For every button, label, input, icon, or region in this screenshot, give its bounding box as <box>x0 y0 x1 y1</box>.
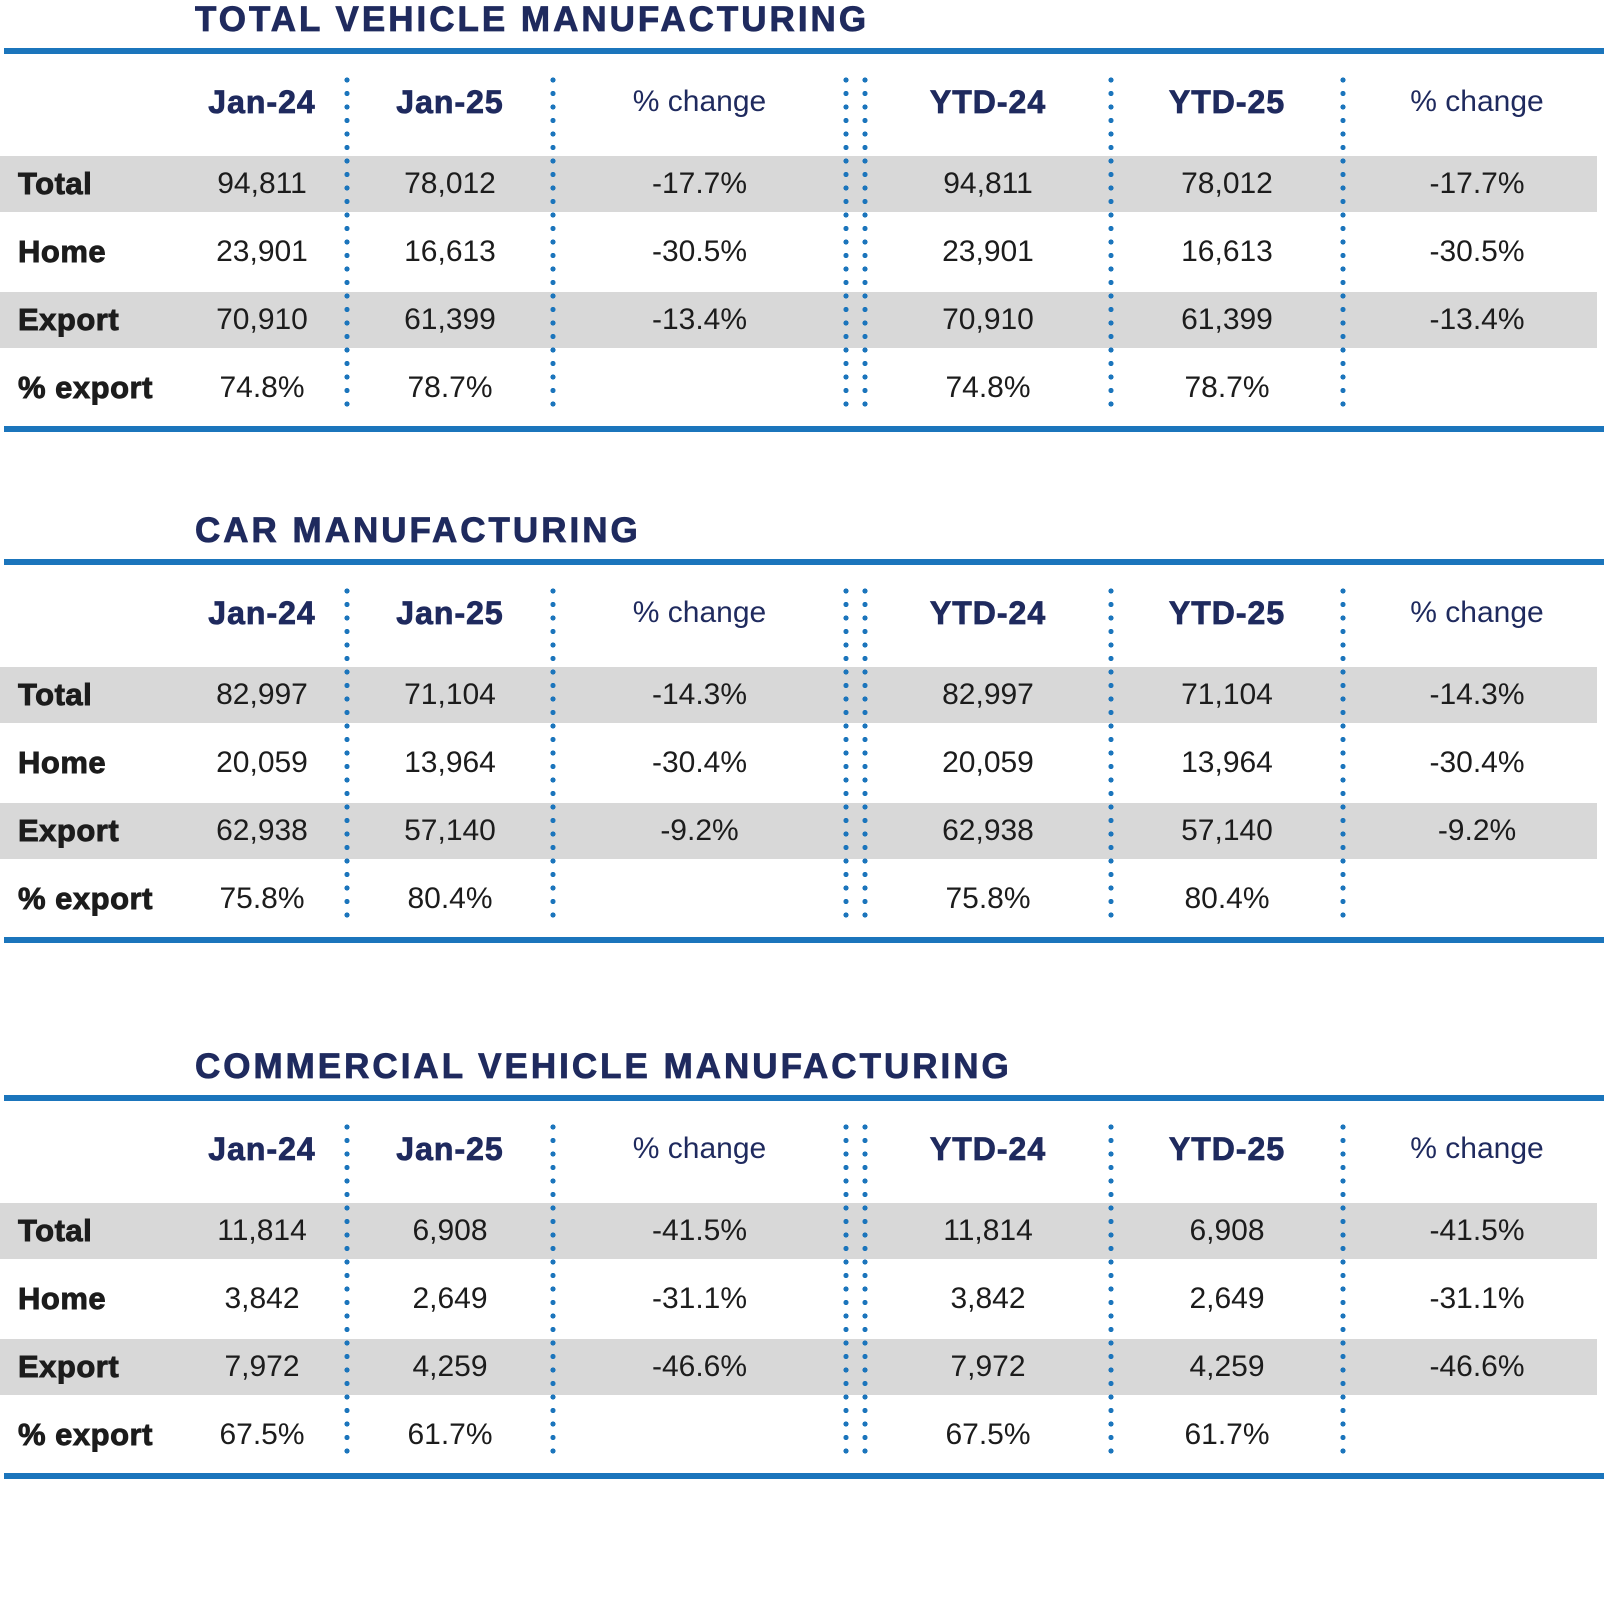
row-label-home: Home <box>18 1281 107 1316</box>
cell-pct-export-jan24: 67.5% <box>219 1418 305 1451</box>
cell-home-ytd25: 13,964 <box>1181 746 1273 779</box>
cell-home-jan24: 20,059 <box>216 746 308 779</box>
cell-pct-export-jan25: 61.7% <box>407 1418 493 1451</box>
cell-pct-export-ytd25: 61.7% <box>1184 1418 1270 1451</box>
dotted-separator <box>843 585 849 921</box>
cell-home-ytd24: 23,901 <box>942 235 1034 268</box>
cell-home-jan24: 3,842 <box>224 1282 300 1315</box>
col-header-ytd24: YTD-24 <box>929 83 1047 120</box>
col-header-pct-change-ytd: % change <box>1410 596 1544 629</box>
dotted-separator <box>843 1121 849 1457</box>
row-label-home: Home <box>18 745 107 780</box>
bottom-rule <box>4 1473 1604 1479</box>
bottom-rule <box>4 426 1604 432</box>
cell-pct-export-pct-change-ytd <box>1346 354 1608 422</box>
row-label-total: Total <box>18 166 93 201</box>
cell-total-pct-change-month: -17.7% <box>651 167 748 200</box>
cell-home-jan25: 16,613 <box>404 235 496 268</box>
table-section-1 <box>0 511 1608 943</box>
row-label-pct-export: % export <box>18 1417 153 1452</box>
cell-export-pct-change-ytd: -9.2% <box>1437 814 1517 847</box>
row-label-pct-export: % export <box>18 370 153 405</box>
row-label-pct-export: % export <box>18 881 153 916</box>
cell-export-pct-change-ytd: -46.6% <box>1429 1350 1525 1383</box>
col-header-pct-change-month: % change <box>632 85 767 118</box>
cell-total-jan25: 6,908 <box>412 1214 488 1247</box>
cell-home-pct-change-ytd: -30.4% <box>1429 746 1525 779</box>
col-header-pct-change-month: % change <box>632 596 767 629</box>
cell-total-pct-change-month: -14.3% <box>651 678 748 711</box>
cell-pct-export-ytd24: 75.8% <box>945 882 1031 915</box>
cell-home-ytd24: 3,842 <box>950 1282 1026 1315</box>
dotted-separator <box>843 74 849 410</box>
col-header-jan25: Jan-25 <box>396 83 504 120</box>
cell-total-ytd25: 78,012 <box>1181 167 1273 200</box>
cell-export-jan24: 7,972 <box>224 1350 300 1383</box>
cell-pct-export-ytd24: 67.5% <box>945 1418 1031 1451</box>
cell-pct-export-ytd24: 74.8% <box>945 371 1031 404</box>
cell-pct-export-pct-change-ytd <box>1346 865 1608 933</box>
col-header-ytd24: YTD-24 <box>929 1130 1047 1167</box>
cell-home-pct-change-month: -30.4% <box>651 746 748 779</box>
col-header-jan25: Jan-25 <box>396 594 504 631</box>
cell-export-ytd24: 7,972 <box>950 1350 1026 1383</box>
cell-total-ytd24: 11,814 <box>943 1214 1033 1247</box>
data-grid <box>0 565 1608 933</box>
cell-export-jan24: 70,910 <box>216 303 308 336</box>
cell-export-ytd24: 70,910 <box>942 303 1034 336</box>
row-label-export: Export <box>18 813 120 848</box>
cell-export-pct-change-month: -46.6% <box>651 1350 748 1383</box>
table-title: COMMERCIAL VEHICLE MANUFACTURING <box>195 1047 1012 1086</box>
cell-export-jan24: 62,938 <box>216 814 308 847</box>
cell-export-ytd25: 61,399 <box>1181 303 1273 336</box>
cell-total-jan24: 82,997 <box>216 678 308 711</box>
cell-pct-export-jan25: 80.4% <box>407 882 493 915</box>
cell-pct-export-ytd25: 80.4% <box>1184 882 1270 915</box>
cell-export-jan25: 57,140 <box>404 814 496 847</box>
data-grid <box>0 1101 1608 1469</box>
col-header-pct-change-month: % change <box>632 1132 767 1165</box>
cell-total-ytd24: 82,997 <box>942 678 1034 711</box>
cell-export-pct-change-ytd: -13.4% <box>1429 303 1525 336</box>
cell-export-ytd24: 62,938 <box>942 814 1034 847</box>
cell-total-jan25: 78,012 <box>404 167 496 200</box>
cell-pct-export-jan24: 74.8% <box>219 371 305 404</box>
cell-export-jan25: 61,399 <box>404 303 496 336</box>
cell-total-ytd25: 71,104 <box>1181 678 1273 711</box>
col-header-ytd24: YTD-24 <box>929 594 1047 631</box>
cell-export-ytd25: 4,259 <box>1189 1350 1265 1383</box>
row-label-total: Total <box>18 1213 93 1248</box>
table-title: TOTAL VEHICLE MANUFACTURING <box>195 0 870 39</box>
cell-total-ytd25: 6,908 <box>1189 1214 1265 1247</box>
col-header-ytd25: YTD-25 <box>1168 1130 1286 1167</box>
cell-pct-export-ytd25: 78.7% <box>1184 371 1270 404</box>
cell-pct-export-pct-change-month <box>556 865 843 933</box>
cell-home-pct-change-month: -30.5% <box>651 235 748 268</box>
row-label-total: Total <box>18 677 93 712</box>
col-header-jan24: Jan-24 <box>208 594 316 631</box>
table-section-0 <box>0 0 1608 432</box>
cell-home-jan25: 2,649 <box>412 1282 488 1315</box>
cell-total-pct-change-ytd: -14.3% <box>1429 678 1525 711</box>
cell-home-pct-change-ytd: -30.5% <box>1429 235 1525 268</box>
cell-total-jan24: 94,811 <box>217 167 307 200</box>
cell-home-ytd24: 20,059 <box>942 746 1034 779</box>
cell-total-jan25: 71,104 <box>404 678 496 711</box>
col-header-pct-change-ytd: % change <box>1410 85 1544 118</box>
cell-home-pct-change-ytd: -31.1% <box>1429 1282 1525 1315</box>
cell-total-jan24: 11,814 <box>217 1214 307 1247</box>
row-label-export: Export <box>18 302 120 337</box>
col-header-pct-change-ytd: % change <box>1410 1132 1544 1165</box>
col-header-jan24: Jan-24 <box>208 1130 316 1167</box>
cell-pct-export-jan24: 75.8% <box>219 882 305 915</box>
cell-pct-export-pct-change-ytd <box>1346 1401 1608 1469</box>
cell-home-ytd25: 2,649 <box>1189 1282 1265 1315</box>
cell-pct-export-pct-change-month <box>556 1401 843 1469</box>
cell-export-pct-change-month: -13.4% <box>651 303 748 336</box>
cell-total-ytd24: 94,811 <box>943 167 1033 200</box>
cell-pct-export-jan25: 78.7% <box>407 371 493 404</box>
cell-export-jan25: 4,259 <box>412 1350 488 1383</box>
cell-total-pct-change-ytd: -41.5% <box>1429 1214 1525 1247</box>
data-grid <box>0 54 1608 422</box>
cell-home-pct-change-month: -31.1% <box>651 1282 748 1315</box>
cell-total-pct-change-month: -41.5% <box>651 1214 748 1247</box>
col-header-jan25: Jan-25 <box>396 1130 504 1167</box>
table-section-2 <box>0 1047 1608 1479</box>
col-header-ytd25: YTD-25 <box>1168 83 1286 120</box>
col-header-ytd25: YTD-25 <box>1168 594 1286 631</box>
row-label-export: Export <box>18 1349 120 1384</box>
col-header-jan24: Jan-24 <box>208 83 316 120</box>
cell-home-jan24: 23,901 <box>216 235 308 268</box>
cell-export-ytd25: 57,140 <box>1181 814 1273 847</box>
table-title: CAR MANUFACTURING <box>195 511 641 550</box>
cell-home-jan25: 13,964 <box>404 746 496 779</box>
cell-home-ytd25: 16,613 <box>1181 235 1273 268</box>
row-label-home: Home <box>18 234 107 269</box>
cell-total-pct-change-ytd: -17.7% <box>1429 167 1525 200</box>
cell-export-pct-change-month: -9.2% <box>660 814 739 847</box>
cell-pct-export-pct-change-month <box>556 354 843 422</box>
bottom-rule <box>4 937 1604 943</box>
